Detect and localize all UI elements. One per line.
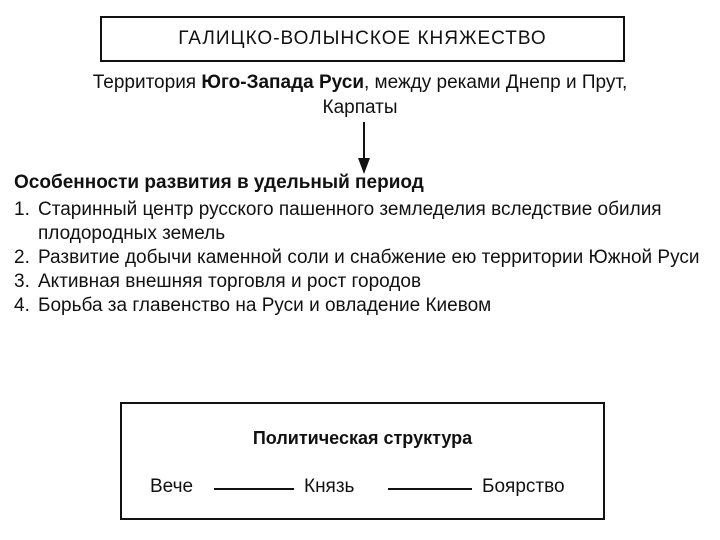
political-structure-title: Политическая структура [252, 428, 473, 448]
territory-prefix: Территория [92, 72, 202, 93]
feature-text: Борьба за главенство на Руси и овладение Киевом [38, 295, 492, 316]
feature-number: 2. [14, 247, 30, 268]
node-boyarstvo: Боярство [482, 476, 565, 497]
title-box [100, 16, 625, 62]
feature-item [14, 294, 714, 318]
feature-text: Старинный центр русского пашенного земледелия вследствие обилия плодородных земель [38, 199, 662, 244]
diagram-title: ГАЛИЦКО-ВОЛЫНСКОЕ КНЯЖЕСТВО [178, 28, 547, 49]
territory-line-2: Карпаты [322, 97, 398, 118]
features-heading: Особенности развития в удельный период [14, 172, 424, 193]
territory-line-1 [0, 70, 720, 95]
node-knyaz: Князь [304, 476, 355, 497]
political-structure-box [120, 402, 605, 520]
down-arrow [356, 122, 372, 174]
feature-text: Развитие добычи каменной соли и снабжение ею территории Южной Руси [38, 247, 700, 268]
feature-item [14, 198, 714, 246]
feature-text: Активная внешняя торговля и рост городов [38, 271, 422, 292]
feature-number: 3. [14, 271, 30, 292]
feature-item [14, 246, 714, 270]
feature-item [14, 270, 714, 294]
territory-region: Юго-Запада Руси [201, 72, 364, 93]
territory-description [0, 70, 720, 120]
node-veche: Вече [150, 476, 194, 497]
feature-number: 1. [14, 199, 30, 220]
connector-line [214, 488, 294, 490]
features-list [14, 198, 714, 318]
connector-line [388, 488, 472, 490]
territory-suffix: , между реками Днепр и Прут, [364, 72, 628, 93]
feature-number: 4. [14, 295, 30, 316]
